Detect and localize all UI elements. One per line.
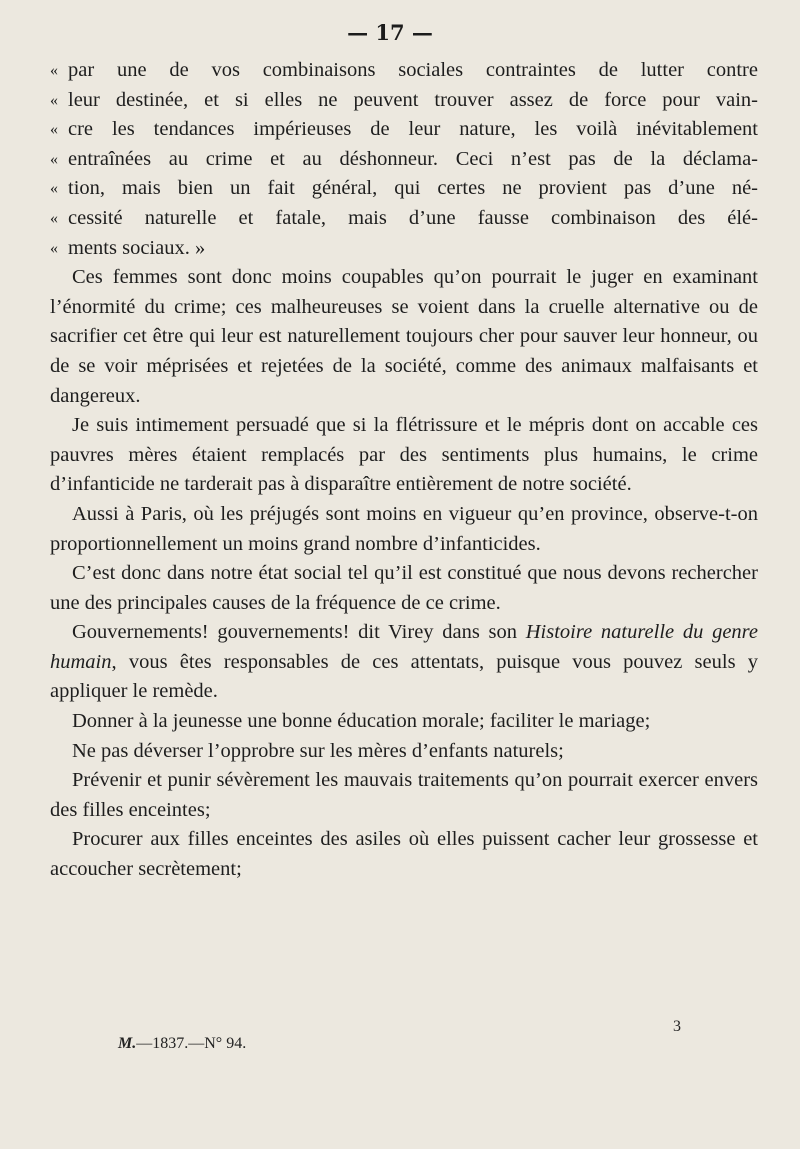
paragraph: Procurer aux filles enceintes des asiles où elles puissent cacher leur grossesse et accoucher secrètement; xyxy=(50,828,758,881)
quote-line: « tion, mais bien un fait général, qui certes ne provient pas d’une né- xyxy=(50,174,758,204)
page-number: — 17 — xyxy=(347,20,433,45)
quote-line: « par une de vos combinaisons sociales contraintes de lutter contre xyxy=(50,56,758,86)
guillemet-mark: « xyxy=(50,91,58,109)
paragraph: Donner à la jeunesse une bonne éducation morale; faciliter le mariage; xyxy=(72,710,651,733)
quote-line: « entraînées au crime et au déshonneur. Ceci n’est pas de la déclama- xyxy=(50,145,758,175)
signature-mark xyxy=(118,1035,246,1053)
quote-line: « cre les tendances impérieuses de leur nature, les voilà inévitablement xyxy=(50,115,758,145)
paragraph: Ces femmes sont donc moins coupables qu’on pourrait le juger en examinant l’énormité du crime; ces malheureuses se voient dans la cruelle alternative ou de sacrifier cet être qui leur est naturellement toujours cher pour sauver leur honneur, ou de se voir méprisées et rejetées de la société, comme des animaux malfaisants et dangereux. xyxy=(50,266,758,407)
paragraph: Je suis intimement persuadé que si la flétrissure et le mépris dont on accable ces pauvres mères étaient remplacés par des sentiments plus humains, le crime d’infanticide ne tarderait pas à disparaître entièrement de notre société. xyxy=(50,414,758,496)
guillemet-mark: « xyxy=(50,121,58,139)
quote-line: « leur destinée, et si elles ne peuvent trouver assez de force pour vain- xyxy=(50,86,758,116)
paragraph: C’est donc dans notre état social tel qu’il est constitué que nous devons rechercher une des principales causes de la fréquence de ce crime. xyxy=(50,562,758,614)
quote-line: « cessité naturelle et fatale, mais d’une fausse combinaison des élé- xyxy=(50,204,758,234)
guillemet-mark: « xyxy=(50,239,58,257)
guillemet-mark: « xyxy=(50,150,58,168)
sheet-number: 3 xyxy=(673,1018,681,1035)
paragraph: Aussi à Paris, où les préjugés sont moins en vigueur qu’en province, observe-t-on proportionnellement un moins grand nombre d’infanticides. xyxy=(50,502,758,555)
guillemet-mark: « xyxy=(50,209,58,227)
quote-line: « ments sociaux. » xyxy=(50,234,758,264)
book-title: Histoire naturelle du genre humain xyxy=(50,621,758,673)
signature-letter: M. xyxy=(118,1035,137,1052)
body-text xyxy=(50,56,758,885)
signature-details: —1837.—N° 94. xyxy=(136,1035,247,1052)
guillemet-mark: « xyxy=(50,62,58,79)
paragraph: Gouvernements! gouvernements! dit Virey dans son Histoire naturelle du genre humain, vous êtes responsables de ces attentats, puisque vous pouvez seuls y appliquer le remède. xyxy=(50,621,758,703)
quotation-block xyxy=(50,56,758,263)
guillemet-mark: « xyxy=(50,180,58,198)
paragraph: Ne pas déverser l’opprobre sur les mères d’enfants naturels; xyxy=(72,739,564,762)
paragraph: Prévenir et punir sévèrement les mauvais traitements qu’on pourrait exercer envers des filles enceintes; xyxy=(50,769,758,821)
